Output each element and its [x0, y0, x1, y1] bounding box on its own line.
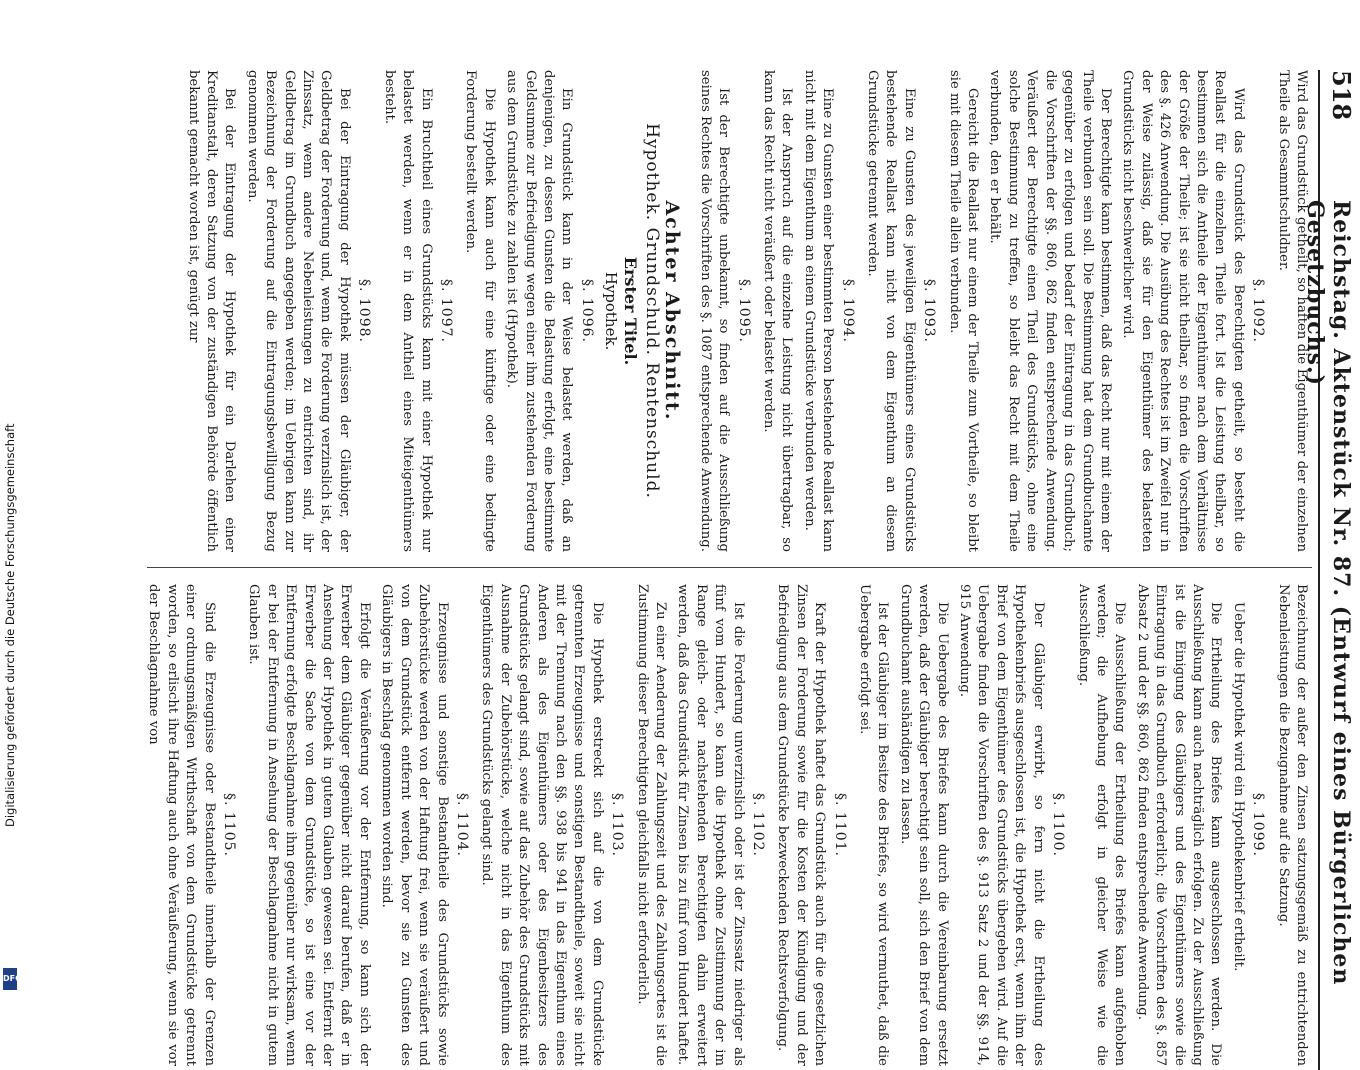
paragraph: Die Uebergabe des Briefes kann durch die Vereinbarung ersetzt werden, daß der Gläubiger berechtigt sein soll, sich den Brief von dem Grundbuchamt aushändigen zu lassen. [897, 584, 950, 1066]
section-number: §. 1096. [578, 279, 595, 343]
paragraph: Der Gläubiger erwirbt, so fern nicht die Ertheilung des Hypothekenbriefs ausgeschlossen ist, die Hypothek erst, wenn ihm der Brief von dem Eigenthümer des Grundstücks übergeben wird. Auf die Uebergabe finden die Vorschriften des §. 913 Satz 2 und der §§. 914, 915 Anwendung. [957, 584, 1046, 1066]
section-number: §. 1098. [356, 279, 373, 343]
paragraph: Gereicht die Reallast nur einem der Theile zum Vortheile, so bleibt sie mit diesem Theile allein verbunden. [946, 70, 981, 552]
part-subtitle: Hypothek. Grundschuld. Rentenschuld. [642, 123, 662, 499]
paragraph: Ist die Forderung unverzinslich oder ist der Zinssatz niedriger als fünf vom Hundert, so kann die Hypothek ohne Zustimmung der im Range gleich- oder nachstehenden Berechtigten dahin erweitert werden, daß das Grundstück für Zinsen bis zu fünf vom Hundert haftet. [675, 584, 746, 1066]
paragraph: Die Ertheilung des Briefes kann ausgeschlossen werden. Die Ausschließung kann auch nachträglich erfolgen. Zu der Ausschließung ist die Einigung des Gläubigers und des Eigenthümers sowie die Eintragung in das Grundbuch erforderlich; die Vorschriften des §. 857 Absatz 2 und der §§. 860, 862 finden entsprechende Anwendung. [1134, 584, 1224, 1066]
running-title: Reichstag. Aktenstück Nr. 87. (Entwurf eines Bürgerlichen Gesetzbuchs.) [1302, 200, 1354, 986]
paragraph: Wird das Grundstück getheilt, so haften die Eigenthümer der einzelnen Theile als Gesammtschuldner. [1275, 70, 1309, 552]
paragraph: Ueber die Hypothek wird ein Hypothekenbrief ertheilt. [1230, 602, 1246, 972]
paragraph: Zu einer Aenderung der Zahlungszeit und des Zahlungsortes ist die Zustimmung dieser Berechtigten gleichfalls nicht erforderlich. [634, 584, 668, 1066]
paragraph: Eine zu Gunsten einer bestimmten Person bestehende Reallast kann nicht mit dem Eigenthum an einem Grundstücke verbunden werden. [801, 70, 836, 552]
digitization-credit-strip [0, 0, 22, 1000]
paragraph: Eine zu Gunsten des jeweiligen Eigenthümers eines Grundstücks bestehende Reallast kann nicht von dem Eigenthum an diesem Grundstücke getrennt werden. [865, 70, 917, 552]
title-subheading: Hypothek. [602, 271, 621, 351]
section-number: §. 1095. [735, 279, 752, 343]
section-number: §. 1103. [609, 793, 626, 857]
right-column [146, 584, 1310, 1066]
document-page [140, 70, 1360, 1070]
paragraph: Ein Bruchtheil eines Grundstücks kann mit einer Hypothek nur belastet werden, wenn er in dem Antheil eines Miteigenthümers besteht. [381, 70, 434, 552]
paragraph: Die Hypothek kann auch für eine künftige oder eine bedingte Forderung bestellt werden. [463, 70, 497, 552]
page-number: 518 [1327, 70, 1356, 121]
dfg-logo-icon: DFG [3, 968, 17, 990]
paragraph: Wird das Grundstück des Berechtigten getheilt, so besteht die Reallast für die einzelnen Theile fort. Ist die Leistung theilbar, so bestimmen sich die Antheile der Eigenthümer nach dem Verhältnisse der Größe der Theile; ist sie nicht theilbar, so finden die Vorschriften des §. 426 Anwendung. Die Ausübung des Rechtes ist im Zweifel nur in der Weise zulässig, daß sie für den Eigenthümer des belasteten Grundstücks nicht beschwerlicher wird. [1120, 70, 1246, 552]
paragraph: Ist der Berechtigte unbekannt, so finden auf die Ausschließung seines Rechtes die Vorschriften des §. 1087 entsprechende Anwendung. [697, 70, 732, 552]
paragraph: Ist der Anspruch auf die einzelne Leistung nicht übertragbar, so kann das Recht nicht veräußert oder belastet werden. [761, 70, 795, 552]
digitization-credit: Digitalisierung gefördert durch die Deutsche Forschungsgemeinschaft [3, 423, 17, 827]
title-heading: Erster Titel. [620, 256, 640, 366]
section-number: §. 1105. [221, 793, 238, 857]
paragraph: Kraft der Hypothek haftet das Grundstück auch für die gesetzlichen Zinsen der Forderung sowie für die Kosten der Kündigung und der Befriedigung aus dem Grundstücke bezweckenden Rechtsverfolgung. [775, 584, 828, 1066]
section-number: §. 1094. [839, 279, 856, 343]
section-number: §. 1099. [1250, 793, 1267, 857]
column-divider [147, 567, 1312, 568]
paragraph: Ein Grundstück kann in der Weise belastet werden, daß an denjenigen, zu dessen Gunsten die Belastung erfolgt, eine bestimmte Geldsumme zur Befriedigung wegen einer ihm zustehenden Forderung aus dem Grundstücke zu zahlen ist (Hypothek). [504, 70, 575, 552]
page-header [1302, 70, 1360, 1070]
paragraph: Bei der Eintragung der Hypothek für ein Darlehen einer Kreditanstalt, deren Satzung von der zuständigen Behörde öffentlich bekannt gemacht worden ist, genügt zur [185, 70, 238, 552]
paragraph: Sind die Erzeugnisse oder Bestandtheile innerhalb der Grenzen einer ordnungsmäßigen Wirthschaft von dem Grundstücke getrennt worden, so erlischt ihre Haftung auch ohne Veräußerung, wenn sie vor der Beschlagnahme von [146, 584, 217, 1066]
left-column [150, 70, 1310, 552]
paragraph: Der Berechtigte kann bestimmen, daß das Recht nur mit einem der Theile verbunden sein soll. Die Bestimmung hat dem Grundbuchamte gegenüber zu erfolgen und bedarf der Eintragung in das Grundbuch; die Vorschriften der §§. 860, 862 finden entsprechende Anwendung. Veräußert der Berechtigte einen Theil des Grundstücks, ohne eine solche Bestimmung zu treffen, so bleibt das Recht mit dem Theile verbunden, den er behält. [987, 70, 1113, 552]
paragraph: Erfolgt die Veräußerung vor der Entfernung, so kann sich der Erwerber dem Gläubiger gegenüber nicht darauf berufen, daß er in Ansehung der Hypothek in gutem Glauben gewesen sei. Entfernt der Erwerber die Sache von dem Grundstücke, so ist eine vor der Entfernung erfolgte Beschlagnahme ihm gegenüber nur wirksam, wenn er bei der Entfernung in Ansehung der Beschlagnahme nicht in gutem Glauben ist. [246, 584, 372, 1066]
section-number: §. 1102. [750, 793, 767, 857]
paragraph: Bei der Eintragung der Hypothek müssen der Gläubiger, der Geldbetrag der Forderung und, wenn die Forderung verzinslich ist, der Zinssatz, wenn andere Nebenleistungen zu entrichten sind, ihr Geldbetrag im Grundbuch angegeben werden; im Uebrigen kann zur Bezeichnung der Forderung auf die Eintragungsbewilligung Bezug genommen werden. [244, 70, 352, 552]
section-number: §. 1100. [1050, 793, 1067, 857]
section-number: §. 1101. [831, 793, 848, 857]
section-number: §. 1097. [437, 279, 454, 343]
paragraph: Bezeichnung der außer den Zinsen satzungsgemäß zu entrichtenden Nebenleistungen die Bezugnahme auf die Satzung. [1275, 584, 1309, 1066]
paragraph: Die Hypothek erstreckt sich auf die von dem Grundstücke getrennten Erzeugnisse und sonstigen Bestandtheile, soweit sie nicht mit der Trennung nach den §§. 938 bis 941 in das Eigenthum eines Anderen als des Eigenthümers oder des Eigenbesitzers des Grundstücks gelangt sind, sowie auf das Zubehör des Grundstücks mit Ausnahme der Zubehörstücke, welche nicht in das Eigenthum des Eigenthümers des Grundstücks gelangt sind. [479, 584, 605, 1066]
section-number: §. 1092. [1250, 279, 1267, 343]
section-number: §. 1104. [453, 793, 470, 857]
section-number: §. 1093. [921, 279, 938, 343]
paragraph: Erzeugnisse und sonstige Bestandtheile des Grundstücks sowie Zubehörstücke werden von der Haftung frei, wenn sie veräußert und von dem Grundstück entfernt werden, bevor sie zu Gunsten des Gläubigers in Beschlag genommen worden sind. [379, 584, 450, 1066]
part-heading: Achter Abschnitt. [661, 200, 684, 422]
paragraph: Ist der Gläubiger im Besitze des Briefes, so wird vermuthet, daß die Uebergabe erfolgt sei. [857, 584, 891, 1066]
paragraph: Die Ausschließung der Ertheilung des Briefes kann aufgehoben werden; die Aufhebung erfolgt in gleicher Weise wie die Ausschließung. [1075, 584, 1128, 1066]
